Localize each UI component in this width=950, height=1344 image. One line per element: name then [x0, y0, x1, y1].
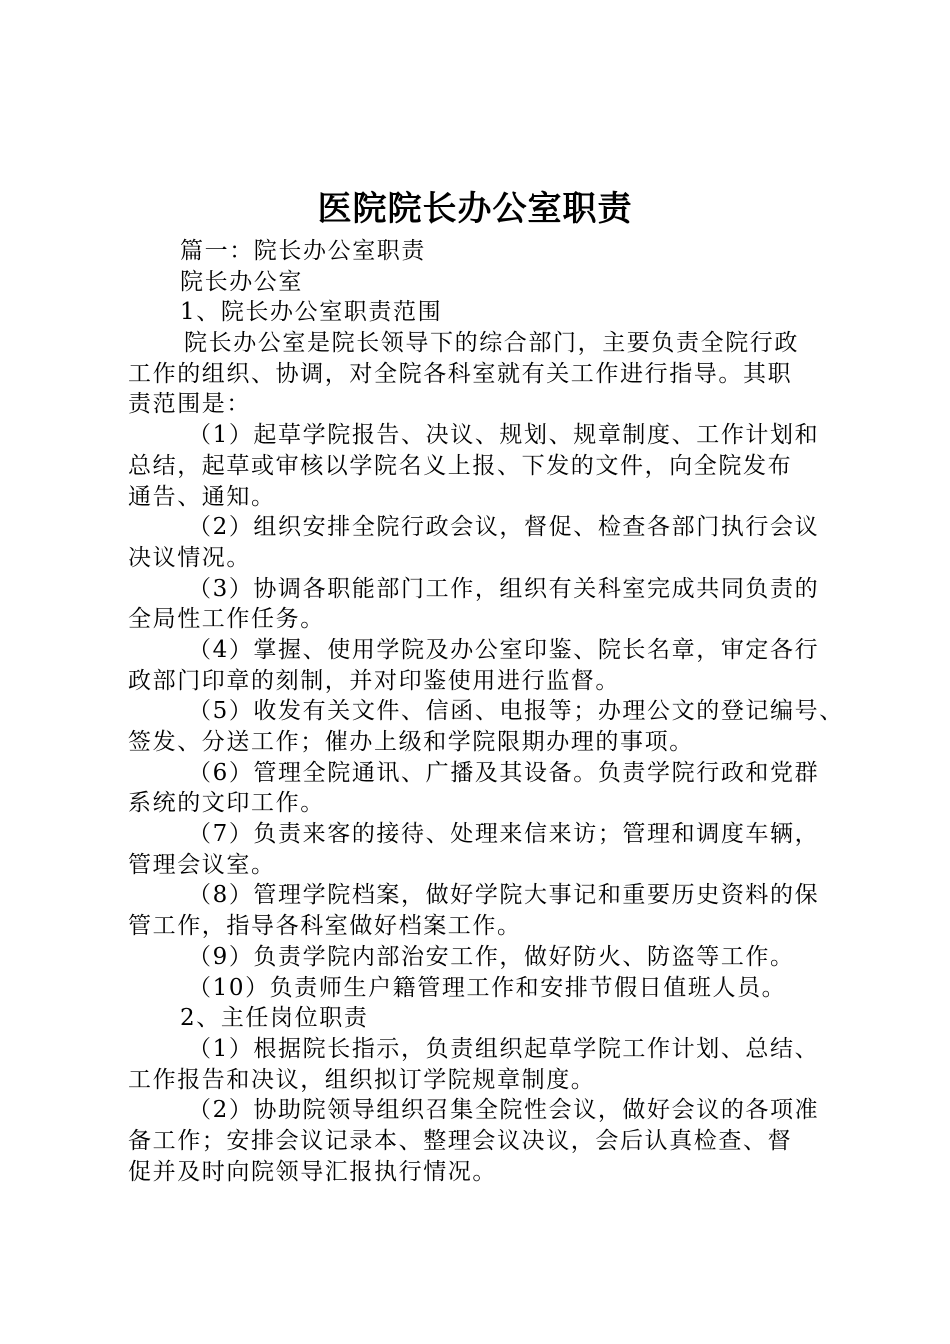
list-item-line: （3）协调各职能部门工作，组织有关科室完成共同负责的 — [188, 575, 820, 602]
list-item-line: 备工作；安排会议记录本、整理会议决议，会后认真检查、督 — [128, 1127, 793, 1154]
list-item-line: （6）管理全院通讯、广播及其设备。负责学院行政和党群 — [188, 759, 820, 786]
numbered-heading: 2、主任岗位职责 — [180, 1005, 369, 1032]
list-item-line: 工作报告和决议，组织拟订学院规章制度。 — [128, 1066, 596, 1093]
list-item-line: 管工作，指导各科室做好档案工作。 — [128, 913, 522, 940]
list-item-line: 管理会议室。 — [128, 851, 276, 878]
section-heading: 篇一：院长办公室职责 — [180, 238, 426, 264]
list-item-line: （9）负责学院内部治安工作，做好防火、防盗等工作。 — [188, 943, 795, 970]
list-item-line: （8）管理学院档案，做好学院大事记和重要历史资料的保 — [188, 882, 820, 909]
paragraph-line: 责范围是： — [128, 391, 251, 418]
paragraph-line: 院长办公室是院长领导下的综合部门，主要负责全院行政 — [184, 330, 799, 357]
document-title: 医院院长办公室职责 — [317, 189, 633, 229]
numbered-heading: 1、院长办公室职责范围 — [180, 299, 443, 326]
list-item-line: 促并及时向院领导汇报执行情况。 — [128, 1158, 497, 1185]
list-item-line: （7）负责来客的接待、处理来信来访；管理和调度车辆， — [188, 821, 820, 848]
list-item-line: 政部门印章的刻制，并对印鉴使用进行监督。 — [128, 667, 620, 694]
list-item-line: （10）负责师生户籍管理工作和安排节假日值班人员。 — [188, 974, 787, 1001]
list-item-line: （2）协助院领导组织召集全院性会议，做好会议的各项准 — [188, 1097, 820, 1124]
document-body — [128, 236, 844, 1187]
list-item-line: （5）收发有关文件、信函、电报等；办理公文的登记编号、 — [188, 698, 844, 725]
list-item-line: （4）掌握、使用学院及办公室印鉴、院长名章，审定各行 — [188, 636, 820, 663]
list-item-line: （1）根据院长指示，负责组织起草学院工作计划、总结、 — [188, 1035, 820, 1062]
list-item-line: 全局性工作任务。 — [128, 606, 325, 633]
list-item-line: 签发、分送工作；催办上级和学院限期办理的事项。 — [128, 729, 694, 755]
paragraph-line: 工作的组织、协调，对全院各科室就有关工作进行指导。其职 — [128, 360, 793, 387]
list-item-line: 总结，起草或审核以学院名义上报、下发的文件，向全院发布 — [128, 452, 793, 479]
list-item-line: 通告、通知。 — [128, 483, 276, 510]
list-item-line: （2）组织安排全院行政会议，督促、检查各部门执行会议 — [188, 514, 820, 541]
list-item-line: 系统的文印工作。 — [128, 790, 325, 817]
list-item-line: （1）起草学院报告、决议、规划、规章制度、工作计划和 — [188, 422, 820, 449]
list-item-line: 决议情况。 — [128, 544, 251, 571]
subsection-heading: 院长办公室 — [180, 268, 303, 295]
